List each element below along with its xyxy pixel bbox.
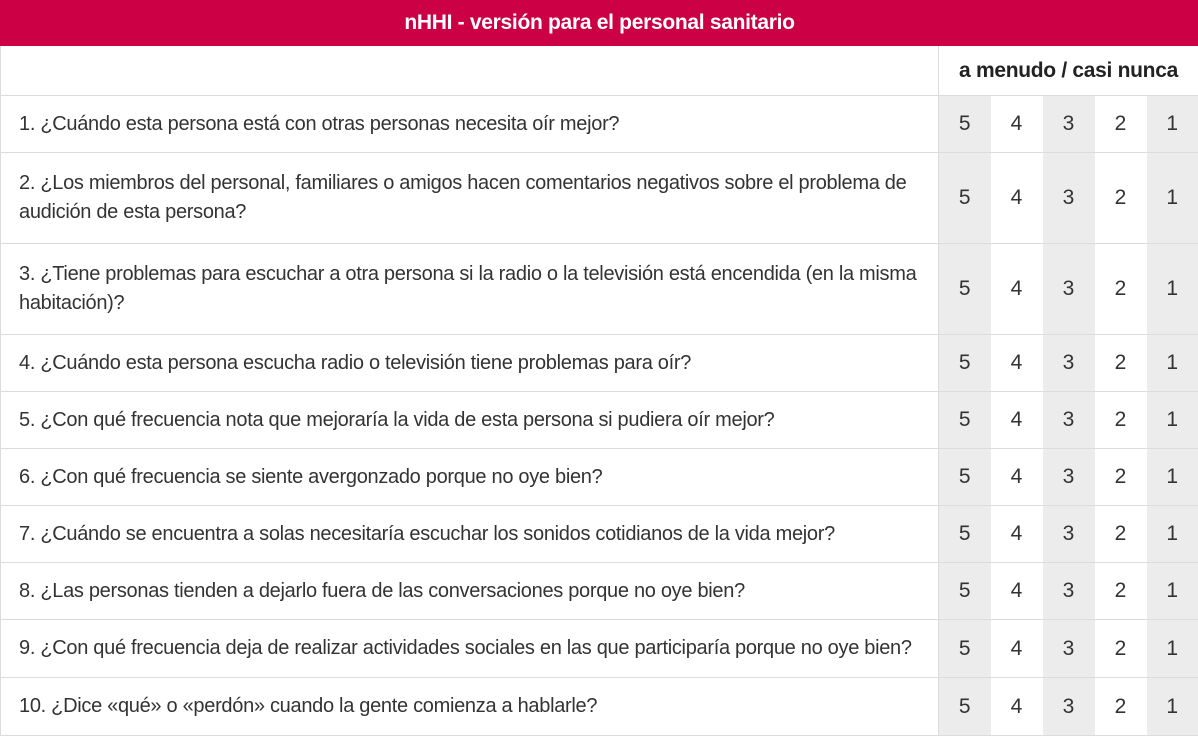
score-option-1: 1 xyxy=(1147,153,1198,244)
score-option-1: 1 xyxy=(1147,563,1198,620)
score-option-5: 5 xyxy=(939,153,991,244)
title-row xyxy=(1,1,1198,46)
question-text: 4. ¿Cuándo esta persona escucha radio o televisión tiene problemas para oír? xyxy=(1,335,939,392)
score-option-1: 1 xyxy=(1147,678,1198,736)
score-option-3: 3 xyxy=(1043,96,1095,153)
questions-body xyxy=(1,96,1198,736)
score-option-4: 4 xyxy=(991,678,1043,736)
score-option-5: 5 xyxy=(939,96,991,153)
score-option-3: 3 xyxy=(1043,620,1095,678)
score-option-4: 4 xyxy=(991,153,1043,244)
score-option-2: 2 xyxy=(1095,563,1147,620)
score-option-5: 5 xyxy=(939,335,991,392)
score-option-5: 5 xyxy=(939,449,991,506)
score-option-1: 1 xyxy=(1147,96,1198,153)
score-option-2: 2 xyxy=(1095,678,1147,736)
score-option-4: 4 xyxy=(991,563,1043,620)
score-option-4: 4 xyxy=(991,449,1043,506)
score-option-4: 4 xyxy=(991,96,1043,153)
score-option-5: 5 xyxy=(939,563,991,620)
score-option-1: 1 xyxy=(1147,244,1198,335)
score-option-2: 2 xyxy=(1095,449,1147,506)
table-row xyxy=(1,392,1198,449)
score-option-1: 1 xyxy=(1147,449,1198,506)
table-row xyxy=(1,506,1198,563)
score-option-2: 2 xyxy=(1095,153,1147,244)
question-text: 1. ¿Cuándo esta persona está con otras personas necesita oír mejor? xyxy=(1,96,939,153)
question-text: 6. ¿Con qué frecuencia se siente avergonzado porque no oye bien? xyxy=(1,449,939,506)
score-option-4: 4 xyxy=(991,392,1043,449)
question-text: 3. ¿Tiene problemas para escuchar a otra persona si la radio o la televisión está encendida (en la misma habitación)? xyxy=(1,244,939,335)
question-text: 5. ¿Con qué frecuencia nota que mejoraría la vida de esta persona si pudiera oír mejor? xyxy=(1,392,939,449)
score-option-5: 5 xyxy=(939,244,991,335)
score-option-2: 2 xyxy=(1095,244,1147,335)
score-option-3: 3 xyxy=(1043,392,1095,449)
score-option-1: 1 xyxy=(1147,620,1198,678)
table-row xyxy=(1,153,1198,244)
table-row xyxy=(1,335,1198,392)
question-text: 2. ¿Los miembros del personal, familiares o amigos hacen comentarios negativos sobre el problema de audición de esta persona? xyxy=(1,153,939,244)
score-option-1: 1 xyxy=(1147,335,1198,392)
question-text: 10. ¿Dice «qué» o «perdón» cuando la gente comienza a hablarle? xyxy=(1,678,939,736)
score-option-1: 1 xyxy=(1147,392,1198,449)
score-option-2: 2 xyxy=(1095,96,1147,153)
score-option-5: 5 xyxy=(939,678,991,736)
table-row xyxy=(1,96,1198,153)
score-option-5: 5 xyxy=(939,392,991,449)
question-text: 8. ¿Las personas tienden a dejarlo fuera de las conversaciones porque no oye bien? xyxy=(1,563,939,620)
score-option-5: 5 xyxy=(939,620,991,678)
table-row xyxy=(1,620,1198,678)
table-row xyxy=(1,563,1198,620)
score-option-1: 1 xyxy=(1147,506,1198,563)
score-option-5: 5 xyxy=(939,506,991,563)
table-row xyxy=(1,449,1198,506)
score-option-3: 3 xyxy=(1043,244,1095,335)
score-option-4: 4 xyxy=(991,244,1043,335)
score-option-3: 3 xyxy=(1043,563,1095,620)
score-option-2: 2 xyxy=(1095,335,1147,392)
score-option-3: 3 xyxy=(1043,335,1095,392)
score-option-4: 4 xyxy=(991,620,1043,678)
score-option-3: 3 xyxy=(1043,449,1095,506)
table-row xyxy=(1,678,1198,736)
score-option-2: 2 xyxy=(1095,392,1147,449)
question-text: 7. ¿Cuándo se encuentra a solas necesitaría escuchar los sonidos cotidianos de la vida mejor? xyxy=(1,506,939,563)
score-option-4: 4 xyxy=(991,506,1043,563)
score-option-3: 3 xyxy=(1043,506,1095,563)
scale-header: a menudo / casi nunca xyxy=(939,46,1198,96)
question-text: 9. ¿Con qué frecuencia deja de realizar actividades sociales en las que participaría porque no oye bien? xyxy=(1,620,939,678)
empty-header-cell xyxy=(1,46,939,96)
score-option-2: 2 xyxy=(1095,620,1147,678)
score-option-4: 4 xyxy=(991,335,1043,392)
table-row xyxy=(1,244,1198,335)
score-option-2: 2 xyxy=(1095,506,1147,563)
scale-header-row xyxy=(1,46,1198,96)
table-title: nHHI - versión para el personal sanitario xyxy=(1,1,1198,46)
score-option-3: 3 xyxy=(1043,678,1095,736)
score-option-3: 3 xyxy=(1043,153,1095,244)
